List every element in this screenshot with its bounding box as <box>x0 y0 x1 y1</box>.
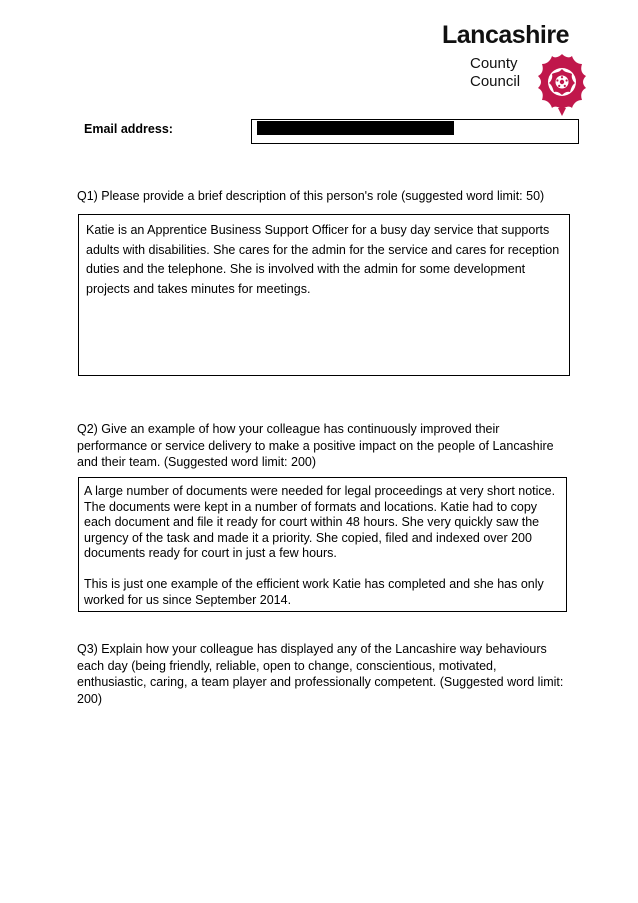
answer-2-paragraph-1: A large number of documents were needed for legal proceedings at very short notice. The documents were kept in a number of formats and locations. Katie had to copy each document and file it ready for court within 48 hours. She very quickly saw the urgency of the task and made it a priority. She copied, filed and indexed over 200 documents ready for court in just a few hours. <box>84 484 556 560</box>
question-1: Q1) Please provide a brief description of this person's role (suggested word limit: 50) <box>77 189 545 203</box>
answer-2-box[interactable] <box>78 477 567 612</box>
question-3: Q3) Explain how your colleague has displayed any of the Lancashire way behaviours each day (being friendly, reliable, open to change, conscientious, motivated, enthusiastic, caring, a team player and professionally competent. (Suggested word limit: 200) <box>77 642 564 706</box>
answer-1-text: Katie is an Apprentice Business Support Officer for a busy day service that supports adults with disabilities. She cares for the admin for the service and cares for reception duties and the telephone. She is involved with the admin for some development projects and takes minutes for meetings. <box>86 223 560 296</box>
email-field[interactable] <box>251 119 579 144</box>
answer-2-paragraph-2: This is just one example of the efficient work Katie has completed and she has only worked for us since September 2014. <box>84 577 544 607</box>
lancashire-county-council-logo <box>442 20 610 104</box>
answer-1-box[interactable] <box>78 214 570 376</box>
question-2: Q2) Give an example of how your colleague has continuously improved their performance or service delivery to make a positive impact on the people of Lancashire and their team. (Suggested word limit: 200) <box>77 422 554 469</box>
logo-title: Lancashire <box>442 21 570 49</box>
logo-council: Council <box>470 73 521 90</box>
email-label: Email address: <box>84 122 173 136</box>
logo-county: County <box>470 55 518 72</box>
red-rose-icon <box>536 52 588 116</box>
email-redaction <box>257 121 454 135</box>
